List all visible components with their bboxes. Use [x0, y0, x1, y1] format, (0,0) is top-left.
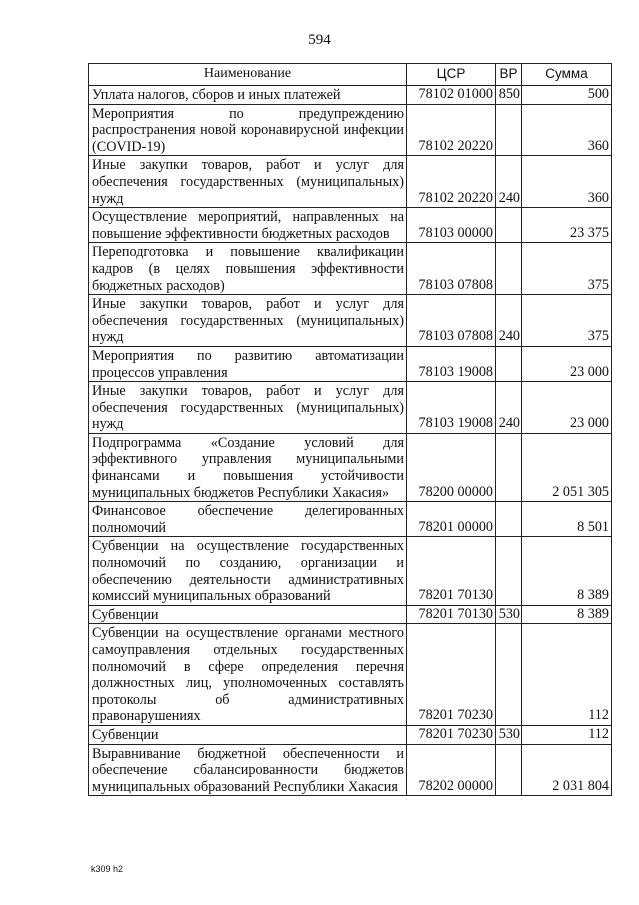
row-vr: 240 [496, 156, 522, 208]
row-sum: 2 051 305 [522, 433, 612, 501]
table-row [89, 744, 612, 796]
row-sum: 23 000 [522, 382, 612, 434]
row-csr: 78102 20220 [407, 156, 496, 208]
row-sum: 23 000 [522, 346, 612, 381]
column-header-sum: Сумма [522, 64, 612, 86]
row-sum: 112 [522, 725, 612, 744]
row-sum: 2 031 804 [522, 744, 612, 796]
table-row [89, 433, 612, 501]
row-csr: 78103 00000 [407, 208, 496, 243]
table-row [89, 537, 612, 605]
row-csr: 78102 20220 [407, 104, 496, 156]
row-csr: 78103 19008 [407, 382, 496, 434]
table-header-row [89, 64, 612, 86]
row-csr: 78202 00000 [407, 744, 496, 796]
row-vr: 240 [496, 382, 522, 434]
column-header-vr: ВР [496, 64, 522, 86]
table-row [89, 502, 612, 537]
row-name: Субвенции [89, 725, 407, 744]
row-sum: 375 [522, 295, 612, 347]
row-name: Финансовое обеспечение делегированных полномочий [89, 502, 407, 537]
row-vr [496, 624, 522, 726]
page-number: 594 [308, 32, 331, 48]
table-row [89, 725, 612, 744]
table-row [89, 208, 612, 243]
row-sum: 23 375 [522, 208, 612, 243]
row-vr [496, 346, 522, 381]
table-row [89, 104, 612, 156]
row-name: Иные закупки товаров, работ и услуг для обеспечения государственных (муниципальных) нужд [89, 156, 407, 208]
row-name: Уплата налогов, сборов и иных платежей [89, 86, 407, 105]
row-csr: 78201 70130 [407, 537, 496, 605]
row-name: Иные закупки товаров, работ и услуг для обеспечения государственных (муниципальных) нужд [89, 382, 407, 434]
row-vr: 530 [496, 605, 522, 624]
row-sum: 360 [522, 104, 612, 156]
table-row [89, 605, 612, 624]
row-sum: 8 501 [522, 502, 612, 537]
row-name: Субвенции на осуществление государственных полномочий по созданию, организации и обеспечению деятельности административных комиссий муниципальных образований [89, 537, 407, 605]
column-header-name: Наименование [89, 64, 407, 86]
row-name: Переподготовка и повышение квалификации кадров (в целях повышения эффективности бюджетных расходов) [89, 243, 407, 295]
row-vr [496, 243, 522, 295]
footer-code: k309 h2 [91, 864, 124, 874]
row-vr [496, 433, 522, 501]
table-row [89, 243, 612, 295]
row-vr [496, 208, 522, 243]
row-csr: 78102 01000 [407, 86, 496, 105]
row-csr: 78201 70230 [407, 624, 496, 726]
table-row [89, 382, 612, 434]
row-sum: 8 389 [522, 537, 612, 605]
table-row [89, 86, 612, 105]
table-row [89, 624, 612, 726]
row-name: Выравнивание бюджетной обеспеченности и обеспечение сбалансированности бюджетов муниципальных образований Республики Хакасия [89, 744, 407, 796]
row-name: Иные закупки товаров, работ и услуг для обеспечения государственных (муниципальных) нужд [89, 295, 407, 347]
row-name: Мероприятия по предупреждению распространения новой коронавирусной инфекции (COVID-19) [89, 104, 407, 156]
table-row [89, 346, 612, 381]
row-name: Подпрограмма «Создание условий для эффективного управления муниципальными финансами и повышения устойчивости муниципальных бюджетов Республики Хакасия» [89, 433, 407, 501]
row-csr: 78201 00000 [407, 502, 496, 537]
row-csr: 78200 00000 [407, 433, 496, 501]
row-csr: 78201 70230 [407, 725, 496, 744]
row-csr: 78103 07808 [407, 295, 496, 347]
row-name: Субвенции на осуществление органами местного самоуправления отдельных государственных полномочий в сфере определения перечня должностных лиц, уполномоченных составлять протоколы об административных правонарушениях [89, 624, 407, 726]
table-row [89, 295, 612, 347]
row-name: Субвенции [89, 605, 407, 624]
table-row [89, 156, 612, 208]
row-vr: 850 [496, 86, 522, 105]
row-name: Мероприятия по развитию автоматизации процессов управления [89, 346, 407, 381]
row-name: Осуществление мероприятий, направленных на повышение эффективности бюджетных расходов [89, 208, 407, 243]
row-vr: 240 [496, 295, 522, 347]
row-vr: 530 [496, 725, 522, 744]
row-csr: 78103 19008 [407, 346, 496, 381]
row-csr: 78103 07808 [407, 243, 496, 295]
row-vr [496, 104, 522, 156]
row-vr [496, 744, 522, 796]
budget-table [88, 63, 612, 796]
row-vr [496, 537, 522, 605]
row-sum: 500 [522, 86, 612, 105]
row-sum: 8 389 [522, 605, 612, 624]
row-sum: 112 [522, 624, 612, 726]
column-header-csr: ЦСР [407, 64, 496, 86]
row-csr: 78201 70130 [407, 605, 496, 624]
row-vr [496, 502, 522, 537]
row-sum: 375 [522, 243, 612, 295]
row-sum: 360 [522, 156, 612, 208]
